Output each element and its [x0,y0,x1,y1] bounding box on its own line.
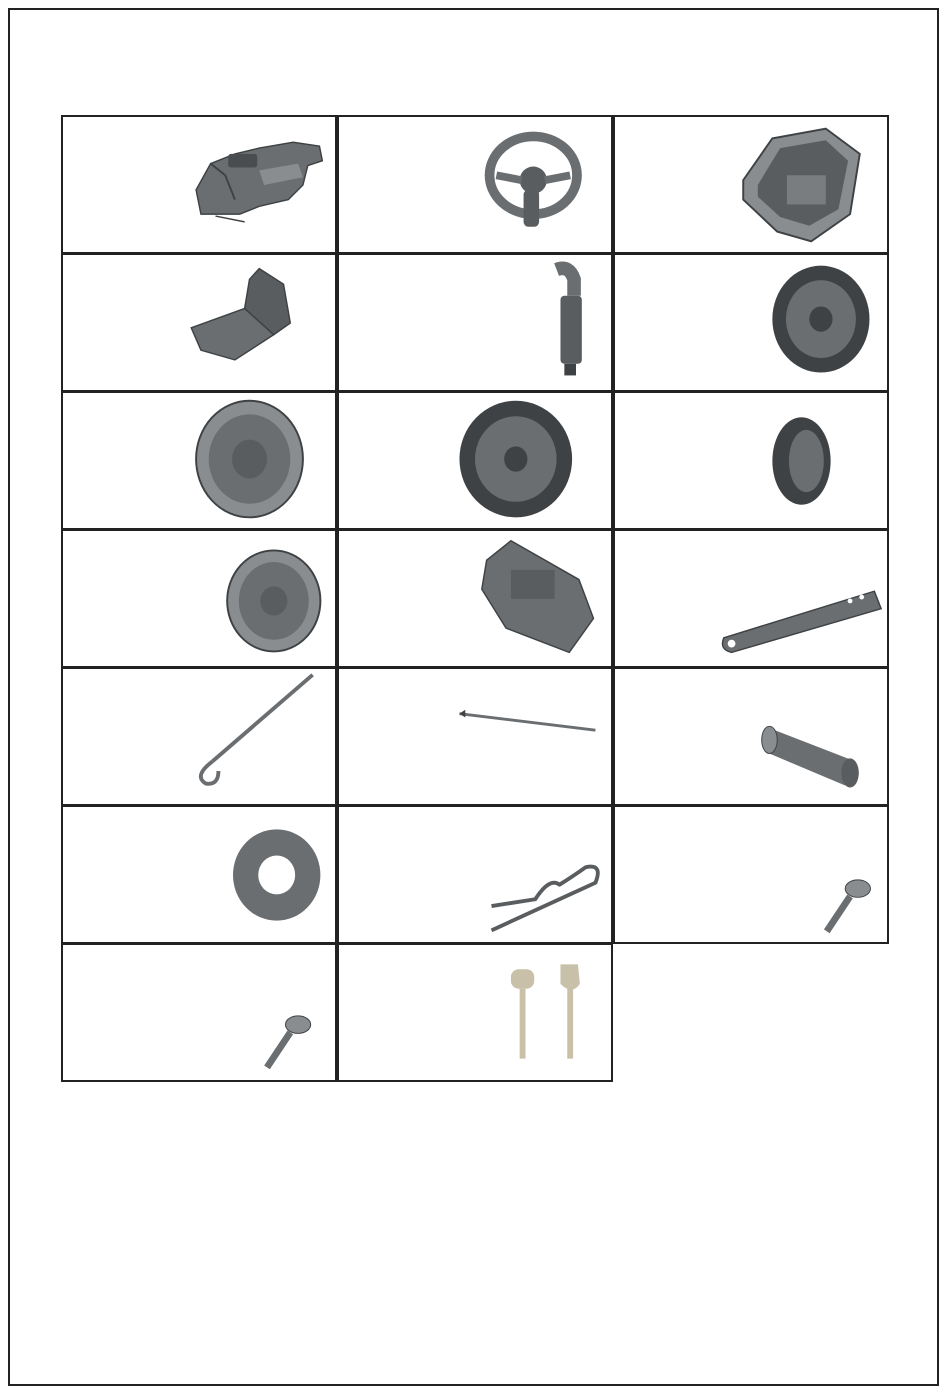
battery-cover-icon [339,531,611,666]
steering-rod-icon [63,669,335,804]
rake-and-shovel-icon [339,945,611,1080]
battery-tray-icon [615,117,887,252]
screw-icon [63,945,335,1080]
part-cell-5 [337,253,613,392]
part-cell-18 [613,805,889,944]
part-cell-16 [61,805,337,944]
body-shell-icon [63,117,335,252]
sleeve-tube-icon [615,669,887,804]
cotter-pin-icon [339,807,611,942]
hubcap-large-icon [63,393,335,528]
part-cell-3 [613,115,889,254]
washer-icon [63,807,335,942]
bracket-bar-icon [615,531,887,666]
rear-wheel-icon [615,255,887,390]
hubcap-small-icon [63,531,335,666]
part-cell-7 [61,391,337,530]
part-cell-14 [337,667,613,806]
part-cell-11 [337,529,613,668]
part-cell-12 [613,529,889,668]
screw-icon [615,807,887,942]
axle-icon [339,669,611,804]
seat-icon [63,255,335,390]
parts-grid [61,115,888,1086]
part-cell-4 [61,253,337,392]
part-cell-1 [61,115,337,254]
exhaust-pipe-icon [339,255,611,390]
part-cell-8 [337,391,613,530]
part-cell-9 [613,391,889,530]
part-cell-6 [613,253,889,392]
part-cell-13 [61,667,337,806]
front-wheel-icon [615,393,887,528]
steering-wheel-icon [339,117,611,252]
part-cell-15 [613,667,889,806]
rear-wheel-alt-icon [339,393,611,528]
part-cell-19 [61,943,337,1082]
part-cell-20 [337,943,613,1082]
part-cell-10 [61,529,337,668]
part-cell-17 [337,805,613,944]
part-cell-2 [337,115,613,254]
